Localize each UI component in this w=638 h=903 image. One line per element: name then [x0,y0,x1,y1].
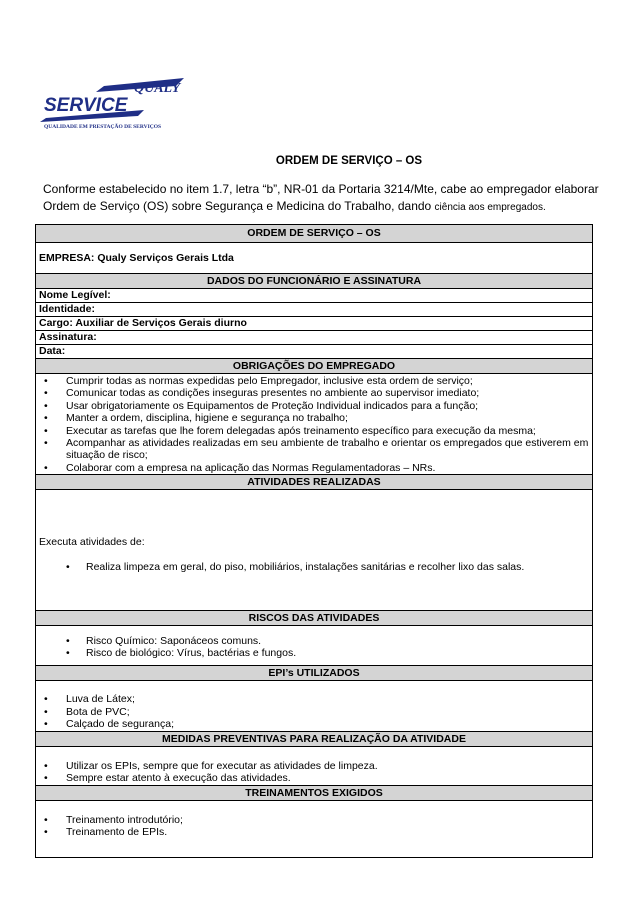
field-nome: Nome Legível: [36,289,592,303]
dados-header: DADOS DO FUNCIONÁRIO E ASSINATURA [36,274,592,289]
logo-brand-main: SERVICE [44,95,128,116]
obrigacao-item: • Comunicar todas as condições inseguras presentes no ambiente ao supervisor imediato; [36,387,592,399]
treinamento-item: • Treinamento introdutório; [36,814,592,826]
obrigacoes-list [36,374,592,474]
field-assinatura: Assinatura: [36,331,592,345]
medida-item: • Sempre estar atento à execução das atividades. [36,772,592,784]
obrigacao-item: • Manter a ordem, disciplina, higiene e segurança no trabalho; [36,412,592,424]
treinamentos-list [36,801,592,858]
medidas-header: MEDIDAS PREVENTIVAS PARA REALIZAÇÃO DA ATIVIDADE [36,731,592,747]
atividades-list [36,548,592,609]
obrigacao-item: • Acompanhar as atividades realizadas em seu ambiente de trabalho e orientar os empregados que estiverem em situação de risco; [36,437,592,462]
form-header: ORDEM DE SERVIÇO – OS [36,225,592,243]
intro-line-1: Conforme estabelecido no item 1.7, letra “b”, NR-01 da Portaria 3214/Mte, cabe ao empregador elaborar [43,182,599,196]
field-identidade: Identidade: [36,303,592,317]
obrigacao-item: • Usar obrigatoriamente os Equipamentos de Proteção Individual indicados para a função; [36,400,592,412]
epi-item: • Luva de Látex; [36,693,592,705]
riscos-header: RISCOS DAS ATIVIDADES [36,610,592,626]
field-data: Data: [39,345,66,357]
medidas-list [36,747,592,785]
treinamento-item: • Treinamento de EPIs. [36,826,592,838]
obrigacoes-header: OBRIGAÇÕES DO EMPREGADO [36,358,592,374]
intro-line-2 [43,198,603,216]
epi-item: • Calçado de segurança; [36,718,592,730]
qualy-service-logo [34,70,202,132]
obrigacao-item: • Cumprir todas as normas expedidas pelo Empregador, inclusive esta ordem de serviço; [36,375,592,387]
epis-header: EPI’s UTILIZADOS [36,665,592,681]
risco-item: • Risco Químico: Saponáceos comuns. [36,635,592,647]
intro-line-2-small: ciência aos empregados. [434,202,546,213]
atividades-intro: Executa atividades de: [39,536,145,549]
epis-list [36,681,592,730]
atividades-spacer [36,490,592,536]
intro-line-2-text: Ordem de Serviço (OS) sobre Segurança e Medicina do Trabalho, dando [43,199,435,213]
treinamentos-header: TREINAMENTOS EXIGIDOS [36,785,592,801]
intro-paragraph [43,181,603,216]
obrigacao-item: • Executar as tarefas que lhe forem delegadas após treinamento específico para execução da mesma; [36,425,592,437]
riscos-list [36,626,592,666]
obrigacao-item: • Colaborar com a empresa na aplicação das Normas Regulamentadoras – NRs. [36,462,592,474]
atividade-item: • Realiza limpeza em geral, do piso, mobiliários, instalações sanitárias e recolher lixo das salas. [36,561,592,573]
document-title: ORDEM DE SERVIÇO – OS [275,155,423,167]
logo-tagline: QUALIDADE EM PRESTAÇÃO DE SERVIÇOS [44,124,162,130]
risco-item: • Risco de biológico: Vírus, bactérias e fungos. [36,647,592,659]
epi-item: • Bota de PVC; [36,706,592,718]
field-cargo: Cargo: Auxiliar de Serviços Gerais diurno [36,317,592,331]
medida-item: • Utilizar os EPIs, sempre que for executar as atividades de limpeza. [36,760,592,772]
empresa-field: EMPRESA: Qualy Serviços Gerais Ltda [36,243,592,274]
service-order-form [35,224,593,858]
atividades-header: ATIVIDADES REALIZADAS [36,474,592,490]
logo-brand-top: QUALY [134,81,181,96]
